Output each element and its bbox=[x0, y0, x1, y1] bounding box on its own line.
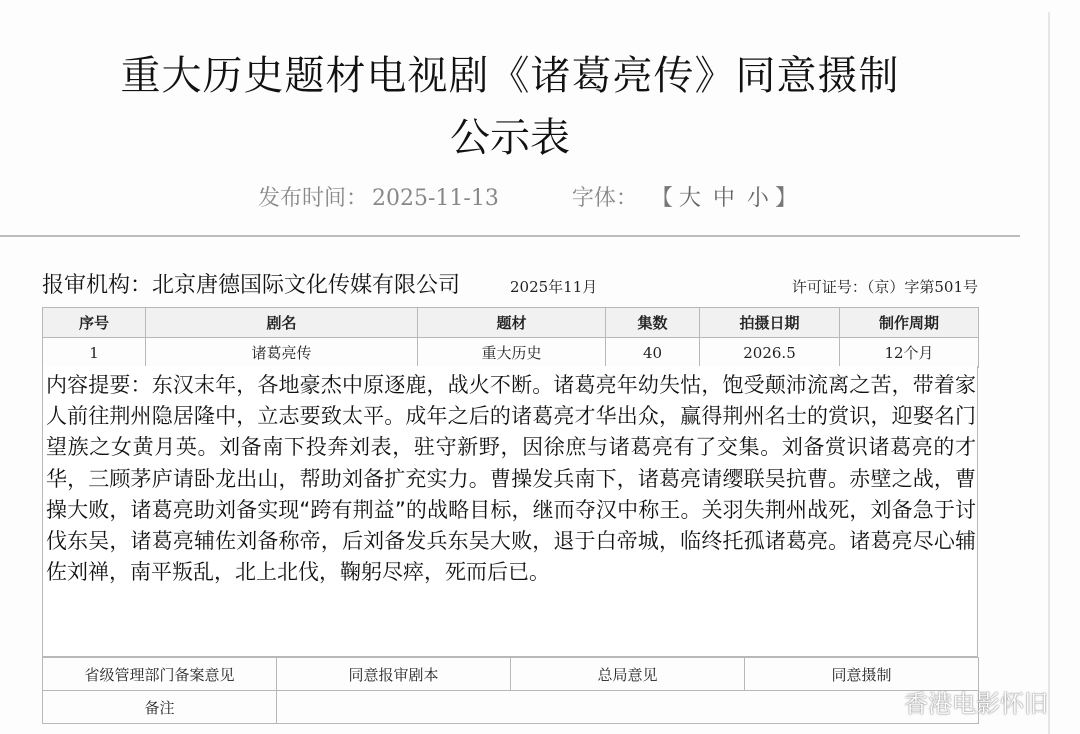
org-date: 2025年11月 bbox=[510, 278, 598, 296]
cell-title: 诸葛亮传 bbox=[146, 338, 418, 368]
font-size-selector bbox=[651, 182, 797, 216]
provincial-opinion-value: 同意报审剧本 bbox=[277, 658, 511, 691]
cell-shoot-date: 2026.5 bbox=[700, 338, 840, 368]
font-size-label: 字体： bbox=[571, 186, 638, 211]
col-header-title: 剧名 bbox=[146, 308, 418, 338]
bureau-opinion-label: 总局意见 bbox=[511, 658, 745, 691]
header-divider bbox=[0, 235, 1020, 237]
col-header-shoot-date: 拍摄日期 bbox=[700, 308, 840, 338]
col-header-index: 序号 bbox=[43, 308, 146, 338]
page-title: 重大历史题材电视剧《诸葛亮传》同意摄制 bbox=[120, 53, 900, 99]
summary-box bbox=[42, 366, 978, 657]
info-table bbox=[42, 307, 979, 368]
meta-row bbox=[258, 182, 797, 216]
font-size-medium[interactable]: 中 bbox=[712, 186, 735, 211]
col-header-production-period: 制作周期 bbox=[840, 308, 979, 338]
publish-date: 2025-11-13 bbox=[372, 186, 499, 211]
cell-index: 1 bbox=[43, 338, 146, 368]
bureau-opinion-value: 同意摄制 bbox=[745, 658, 979, 691]
watermark: 香港电影怀旧 bbox=[904, 690, 1048, 718]
page-subtitle: 公示表 bbox=[450, 115, 570, 161]
table-row bbox=[43, 338, 979, 368]
approval-row bbox=[43, 658, 979, 691]
cell-genre: 重大历史 bbox=[418, 338, 606, 368]
provincial-opinion-label: 省级管理部门备案意见 bbox=[43, 658, 277, 691]
license-number: 许可证号：（京）字第501号 bbox=[791, 278, 978, 296]
summary-text: 内容提要：东汉末年，各地豪杰中原逐鹿，战火不断。诸葛亮年幼失怙，饱受颠沛流离之苦，带着家人前往荆州隐居隆中，立志要致太平。成年之后的诸葛亮才华出众，赢得荆州名士的赏识，迎娶名门望族之女黄月英。刘备南下投奔刘表，驻守新野，因徐庶与诸葛亮有了交集。刘备赏识诸葛亮的才华，三顾茅庐请卧龙出山，帮助刘备扩充实力。曹操发兵南下，诸葛亮请缨联吴抗曹。赤壁之战，曹操大败，诸葛亮助刘备实现“跨有荆益”的战略目标，继而夺汉中称王。关羽失荆州战死，刘备急于讨伐东吴，诸葛亮辅佐刘备称帝，后刘备发兵东吴大败，退于白帝城，临终托孤诸葛亮。诸葛亮尽心辅佐刘禅，南平叛乱，北上北伐，鞠躬尽瘁，死而后已。 bbox=[46, 373, 976, 585]
font-size-small[interactable]: 小 bbox=[746, 186, 769, 211]
cell-episodes: 40 bbox=[606, 338, 700, 368]
col-header-genre: 题材 bbox=[418, 308, 606, 338]
org-label: 报审机构：北京唐德国际文化传媒有限公司 bbox=[42, 273, 461, 298]
remarks-row bbox=[43, 691, 979, 724]
font-bracket-open: 【 bbox=[650, 186, 673, 211]
org-row bbox=[42, 268, 982, 304]
table-header-row bbox=[43, 308, 979, 338]
remarks-label: 备注 bbox=[43, 691, 277, 724]
publish-label: 发布时间： bbox=[258, 186, 369, 211]
remarks-value bbox=[277, 691, 979, 724]
col-header-episodes: 集数 bbox=[606, 308, 700, 338]
cell-production-period: 12个月 bbox=[840, 338, 979, 368]
page-edge bbox=[1048, 12, 1050, 734]
font-size-large[interactable]: 大 bbox=[678, 186, 701, 211]
font-bracket-close: 】 bbox=[774, 186, 797, 211]
approval-table bbox=[42, 657, 979, 724]
